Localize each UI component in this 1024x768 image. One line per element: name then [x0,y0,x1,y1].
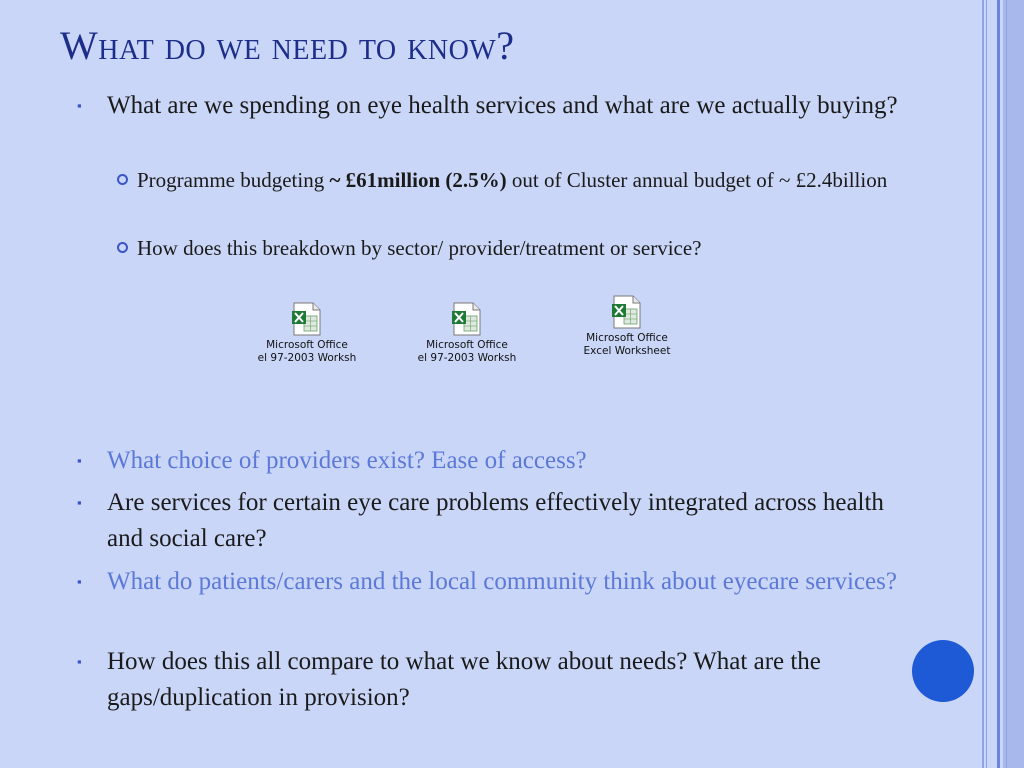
sub-bullet-budget [137,165,937,195]
excel-file-icon [292,302,322,336]
excel-attachment-1[interactable] [237,302,377,365]
excel-attachment-3[interactable] [557,295,697,358]
sub-text-prefix: Programme budgeting [137,168,330,192]
attachment-label-line2: Excel Worksheet [583,345,671,357]
square-bullet-icon: ▪ [77,574,82,589]
edge-stripe [1006,0,1007,768]
bullet-choice [77,443,937,479]
sub-bullet-breakdown [137,233,957,263]
attachment-label-line1: Microsoft Office [266,339,348,351]
bullet-text: How does this all compare to what we know about needs? What are the gaps/duplication in provision? [107,648,821,711]
edge-stripe [982,0,984,768]
bullet-patients [77,564,907,600]
bullet-integration [77,485,907,557]
square-bullet-icon: ▪ [77,98,82,113]
sub-text: How does this breakdown by sector/ provider/treatment or service? [137,236,702,260]
decorative-circle [912,640,974,702]
excel-file-icon [452,302,482,336]
bullet-spending [77,88,937,124]
square-bullet-icon: ▪ [77,495,82,510]
excel-file-icon [612,295,642,329]
bullet-text: What do patients/carers and the local community think about eyecare services? [107,568,897,595]
ring-bullet-icon [117,242,128,253]
attachment-label-line2: el 97-2003 Worksh [257,352,357,364]
square-bullet-icon: ▪ [77,453,82,468]
attachment-label-line1: Microsoft Office [586,332,668,344]
edge-stripe [997,0,1000,768]
bullet-text: What are we spending on eye health services and what are we actually buying? [107,92,898,119]
bullet-text: What choice of providers exist? Ease of access? [107,447,587,474]
ring-bullet-icon [117,174,128,185]
budget-amount: ~ £61million (2.5%) [329,168,507,192]
square-bullet-icon: ▪ [77,654,82,669]
sub-text-suffix: out of Cluster annual budget of ~ £2.4billion [506,168,888,192]
slide-title: What do we need to know? [60,23,515,68]
bullet-text: Are services for certain eye care problems effectively integrated across health and social care? [107,489,884,552]
bullet-needs [77,644,907,716]
excel-attachment-2[interactable] [397,302,537,365]
attachment-label-line2: el 97-2003 Worksh [417,352,517,364]
edge-stripe [986,0,987,768]
attachment-label-line1: Microsoft Office [426,339,508,351]
